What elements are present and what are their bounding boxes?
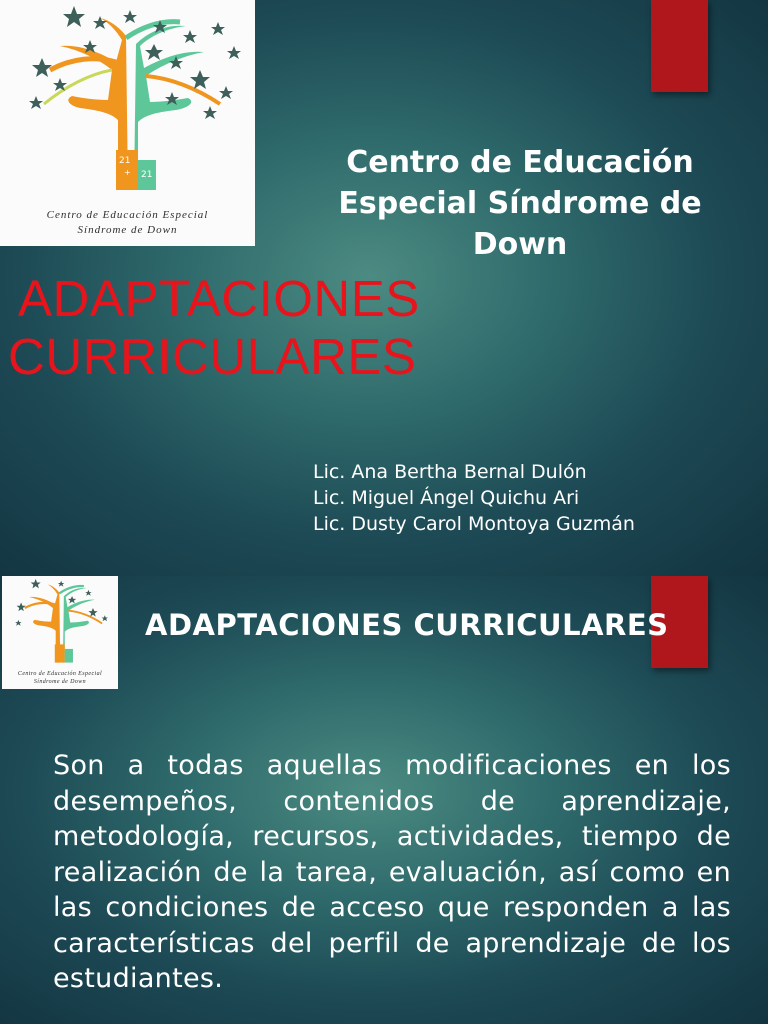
- logo-caption-line2: Síndrome de Down: [77, 223, 178, 236]
- logo-caption-line1: Centro de Educación Especial: [46, 209, 209, 221]
- authors-list: [313, 459, 635, 537]
- author-item: Lic. Dusty Carol Montoya Guzmán: [313, 513, 635, 535]
- school-logo: [0, 0, 255, 246]
- author-item: Lic. Miguel Ángel Quichu Ari: [313, 487, 580, 509]
- red-accent-bar: [651, 0, 708, 92]
- logo-badge-right: 21: [141, 170, 153, 180]
- definition-slide: [0, 576, 768, 1024]
- main-title-line2: CURRICULARES: [8, 328, 417, 385]
- logo-badge-left: 21: [119, 156, 131, 166]
- logo-caption-line1: Centro de Educación Especial: [17, 671, 103, 677]
- logo-caption-line2: Síndrome de Down: [33, 679, 87, 686]
- section-title: ADAPTACIONES CURRICULARES: [145, 608, 669, 642]
- logo-caption: [2, 670, 118, 686]
- organization-title: Centro de Educación Especial Síndrome de Down: [338, 145, 702, 262]
- main-title-line1: ADAPTACIONES: [18, 270, 420, 327]
- logo-badge-left-sub: +: [124, 168, 131, 177]
- logo-caption: [0, 208, 255, 238]
- author-item: Lic. Ana Bertha Bernal Dulón: [313, 461, 587, 483]
- definition-paragraph: Son a todas aquellas modificaciones en los desempeños, contenidos de aprendizaje, metodología, recursos, actividades, tiempo de realización de la tarea, evaluación, así como en las condiciones de acceso que responden a las características del perfil de aprendizaje de los estudiantes.: [53, 750, 731, 994]
- tree-hands-icon: [2, 576, 118, 670]
- main-title: [8, 270, 648, 386]
- school-logo: [2, 576, 118, 689]
